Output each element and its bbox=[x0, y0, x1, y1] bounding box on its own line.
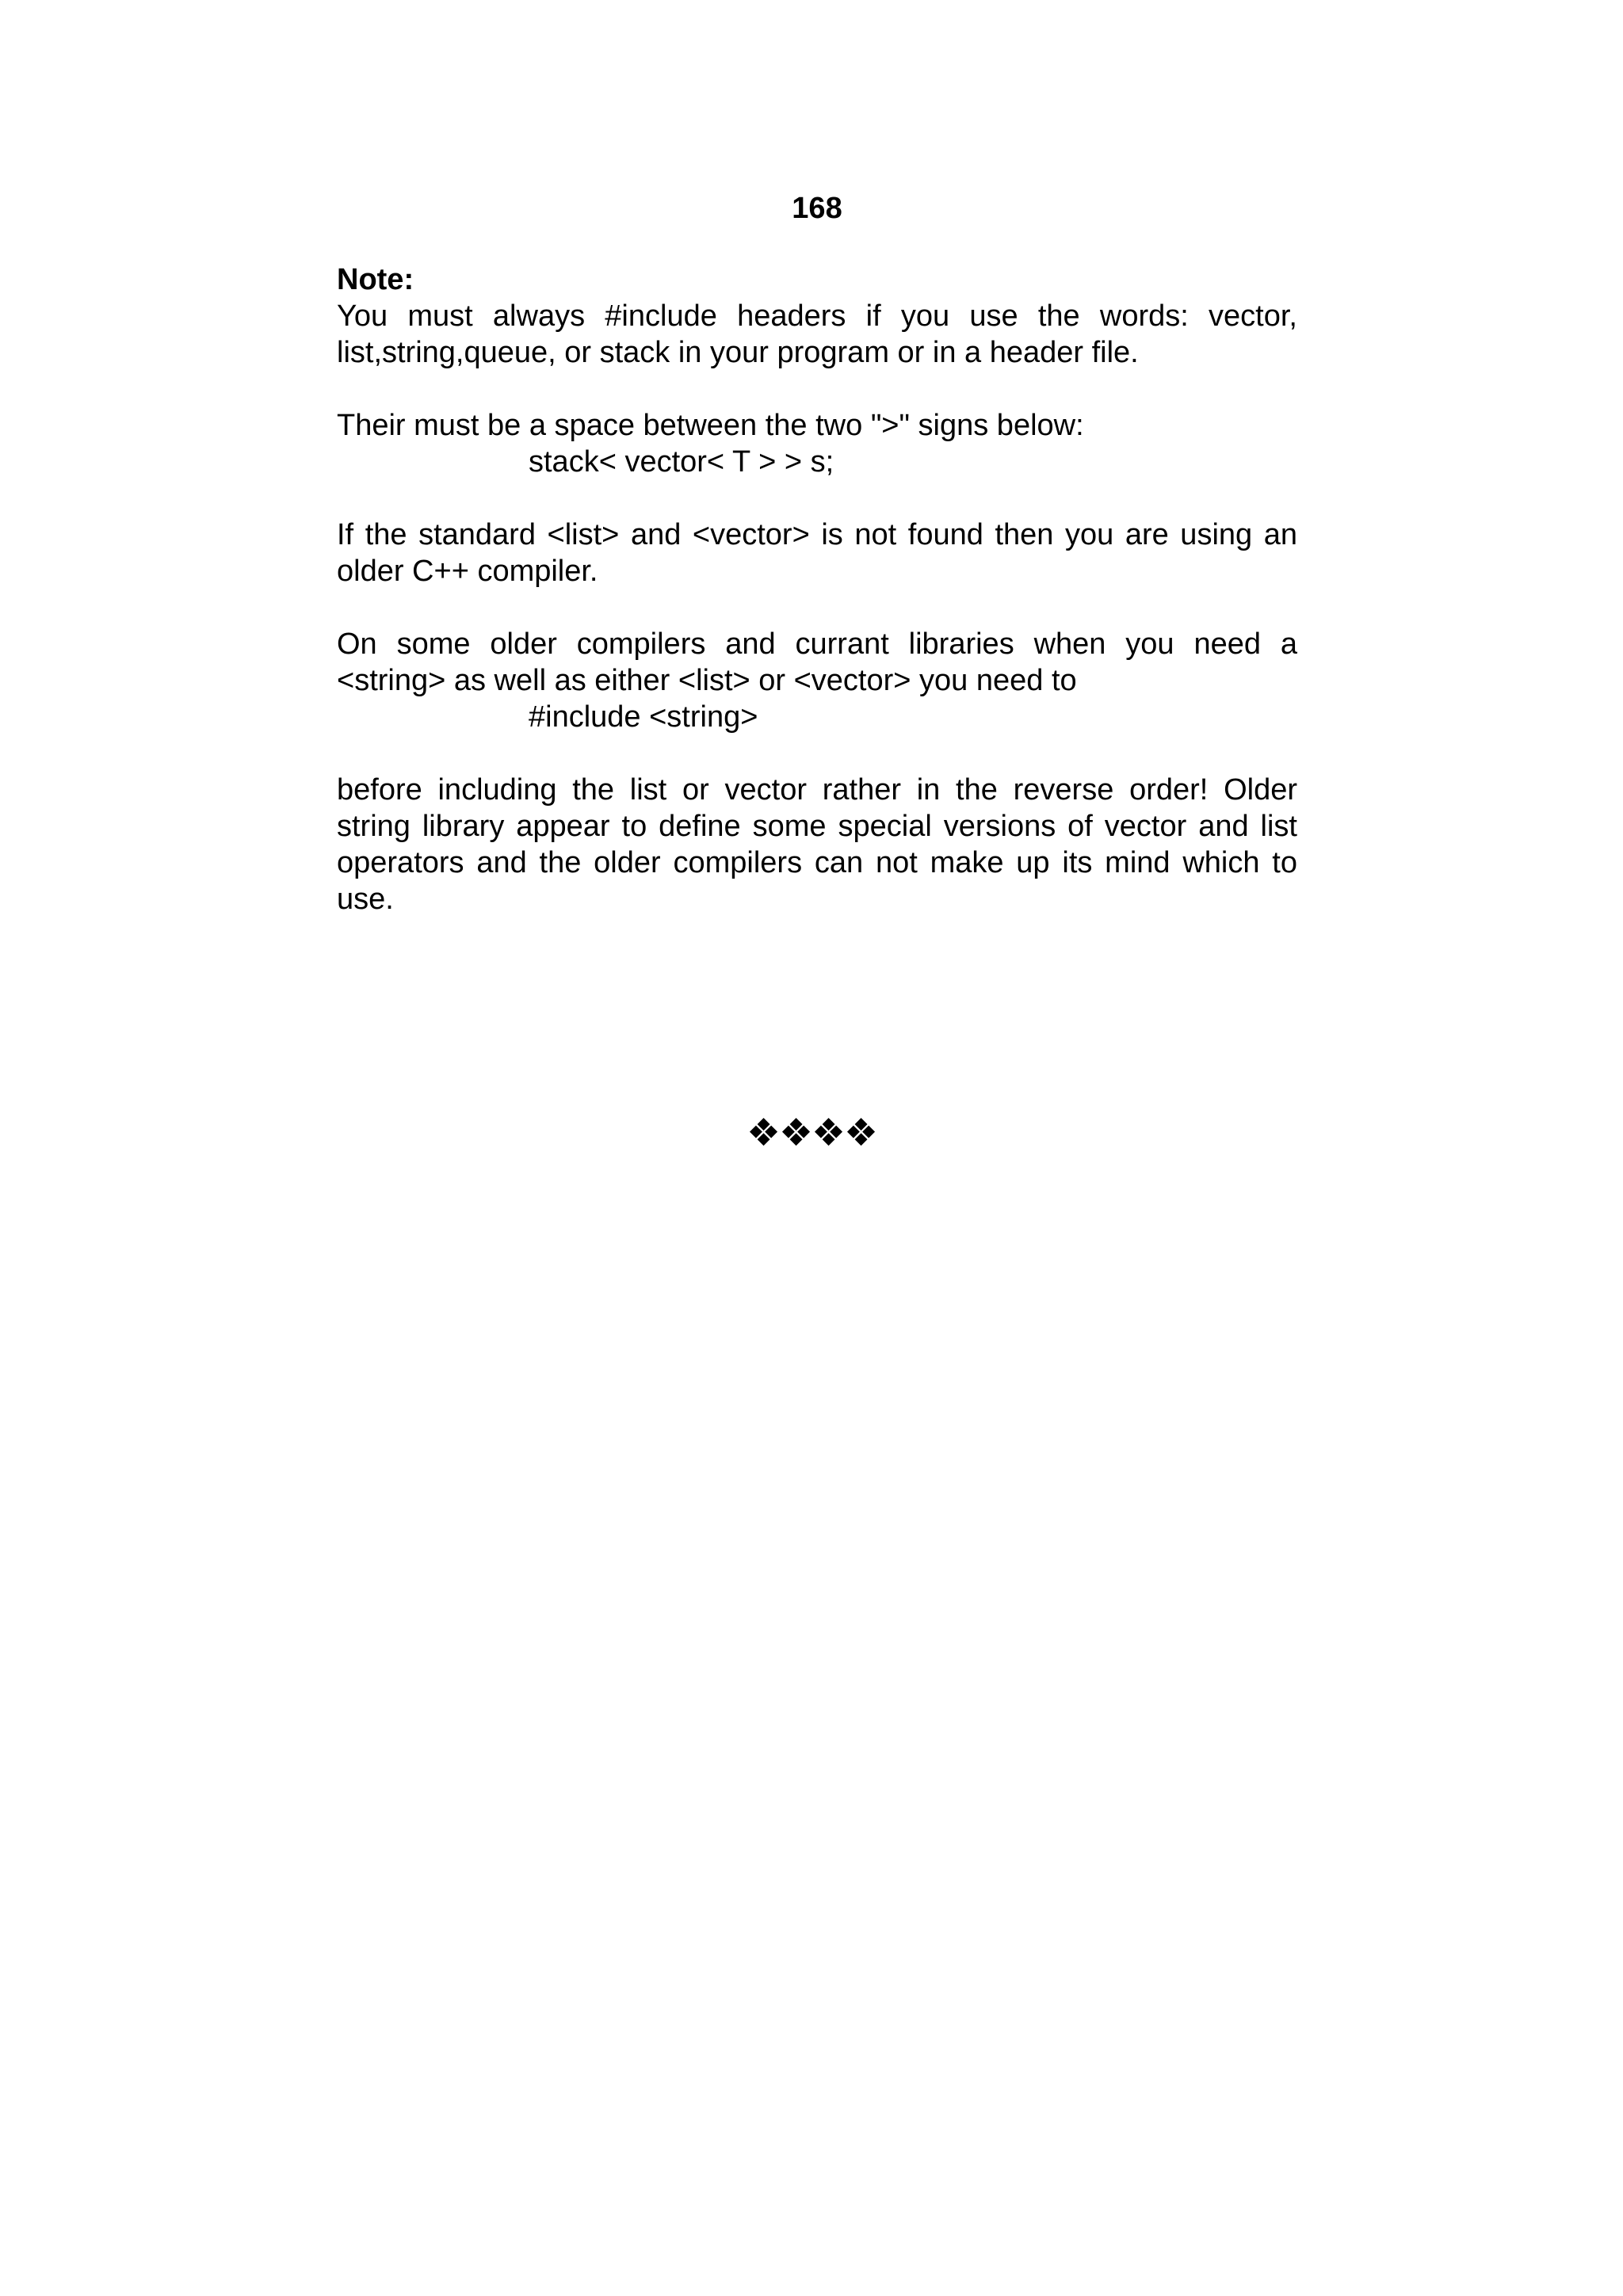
section-end-ornament: ❖❖❖❖ bbox=[746, 1111, 877, 1155]
note-paragraph-string: On some older compilers and currant libraries when you need a <string> as well as either <list> or <vector> you need to bbox=[337, 627, 1297, 697]
note-paragraph-older-compiler: If the standard <list> and <vector> is not found then you are using an older C++ compiler. bbox=[337, 518, 1297, 588]
note-paragraph-order: before including the list or vector rather in the reverse order! Older string library appear to define some special versions of vector and list operators and the older compilers can not make up its mind which to use. bbox=[337, 773, 1297, 916]
code-line-stack: stack< vector< T > > s; bbox=[529, 445, 834, 479]
page-content bbox=[337, 190, 1297, 954]
note-paragraph-headers: You must always #include headers if you use the words: vector, list,string,queue, or stack in your program or in a header file. bbox=[337, 299, 1297, 369]
note-paragraph-space: Their must be a space between the two ">" signs below: bbox=[337, 409, 1084, 442]
code-line-include: #include <string> bbox=[529, 700, 758, 734]
note-heading: Note: bbox=[337, 263, 414, 296]
page-number: 168 bbox=[792, 192, 842, 225]
